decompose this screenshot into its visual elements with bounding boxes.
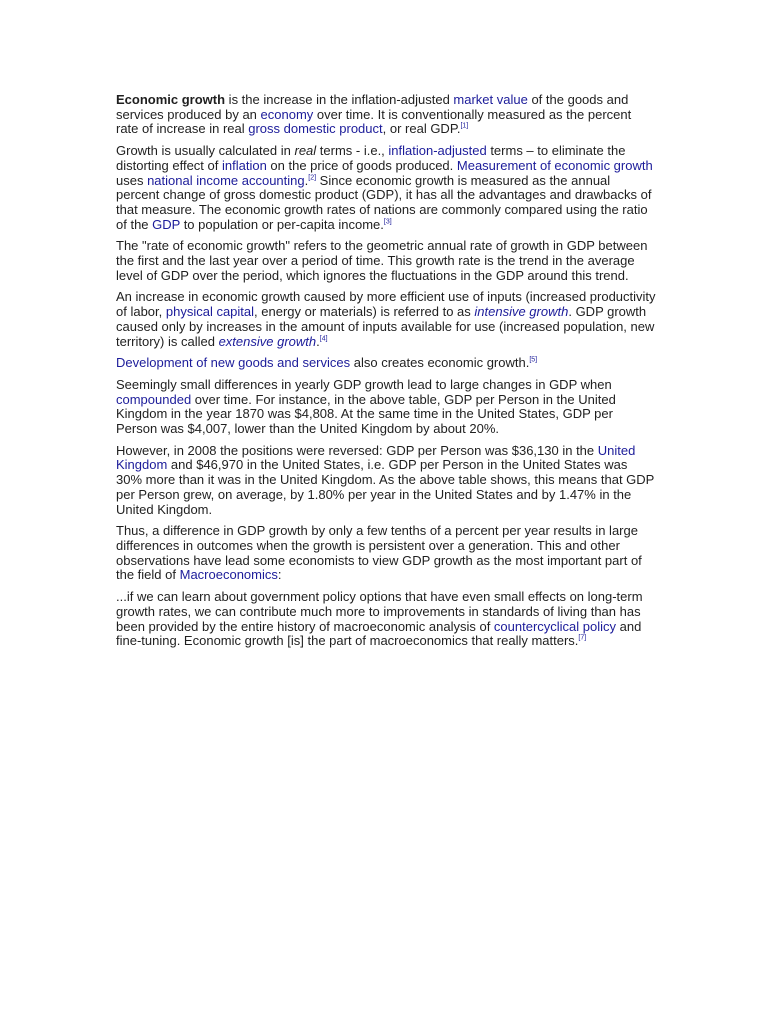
text-run: ...if we can learn about government policy options that have even small effects on long-term growth rates, we can contribute much more to improvements in standards of living than has been provided by the entire history of macroeconomic analysis of bbox=[116, 589, 643, 634]
article-body bbox=[116, 93, 656, 656]
paragraph-quote bbox=[116, 590, 656, 649]
text-run: and fine-tuning. Economic growth [is] the part of macroeconomics that really matters. bbox=[116, 618, 642, 649]
paragraph-intensive-growth bbox=[116, 290, 656, 349]
bold-term: Economic growth bbox=[116, 92, 226, 107]
link[interactable]: inflation bbox=[222, 157, 267, 173]
text-run: over time. For instance, in the above table, GDP per Person in the United Kingdom in the year 1870 was $4,808. At the same time in the United States, GDP per Person was $4,007, lower than the United Kingdom by about 20%. bbox=[116, 391, 616, 437]
text-run: Since economic growth is measured as the annual percent change of gross domestic product (GDP), it has all the advantages and drawbacks of that measure. The economic growth rates of nations are commonly compared using the ratio of the bbox=[116, 172, 652, 232]
text-run: The "rate of economic growth" refers to the geometric annual rate of growth in GDP between the first and the last year over a period of time. This growth rate is the trend in the average level of GDP over the period, which ignores the fluctuations in the GDP around this trend. bbox=[116, 238, 648, 283]
text-run: . bbox=[304, 172, 309, 188]
text-run: of the goods and services produced by an bbox=[116, 92, 629, 122]
link[interactable]: Development of new goods and services bbox=[116, 355, 351, 371]
link[interactable]: physical capital bbox=[165, 304, 255, 320]
text-run: Thus, a difference in GDP growth by only a few tenths of a percent per year results in large differences in outcomes when the growth is persistent over a generation. This and other observations have lead some economists to view GDP growth as the most important part of the field of bbox=[116, 523, 642, 583]
link[interactable]: market value bbox=[453, 92, 528, 107]
paragraph-new-goods bbox=[116, 356, 656, 371]
text-run: and $46,970 in the United States, i.e. GDP per Person in the United States was 30% more than it was in the United Kingdom. As the above table shows, this means that GDP per Person grew, on average, by 1.80% per year in the United States and by 1.47% in the United Kingdom. bbox=[116, 457, 655, 517]
link[interactable]: gross domestic product bbox=[248, 121, 383, 137]
text-run: to population or per-capita income. bbox=[180, 216, 384, 232]
citation-link[interactable]: [7] bbox=[578, 634, 587, 642]
link[interactable]: inflation-adjusted bbox=[388, 143, 487, 159]
text-run: , energy or materials) is referred to as bbox=[254, 304, 475, 320]
text-run: Growth is usually calculated in bbox=[116, 143, 295, 159]
paragraph-generation bbox=[116, 524, 656, 583]
link[interactable]: countercyclical policy bbox=[493, 618, 617, 634]
text-run: However, in 2008 the positions were reversed: GDP per Person was $36,130 in the bbox=[116, 442, 598, 458]
text-run: An increase in economic growth caused by more efficient use of inputs (increased productivity of labor, bbox=[116, 289, 656, 320]
paragraph-rate bbox=[116, 239, 656, 283]
link[interactable]: extensive growth bbox=[218, 333, 317, 349]
text-run: . bbox=[316, 333, 320, 349]
text-run: : bbox=[277, 567, 282, 583]
link[interactable]: national income accounting bbox=[147, 172, 305, 188]
link[interactable]: United Kingdom bbox=[116, 442, 636, 473]
link[interactable]: GDP bbox=[152, 216, 181, 232]
text-run: on the price of goods produced. bbox=[266, 157, 457, 173]
paragraph-definition bbox=[116, 93, 656, 137]
text-run: uses bbox=[116, 172, 148, 188]
link[interactable]: Macroeconomics bbox=[179, 567, 278, 583]
text-run: terms - i.e., bbox=[316, 143, 389, 159]
link[interactable]: intensive growth bbox=[474, 304, 569, 320]
paragraph-compounding bbox=[116, 378, 656, 437]
paragraph-calculation bbox=[116, 144, 656, 232]
paragraph-2008-reversal bbox=[116, 444, 656, 518]
citation-link[interactable]: [5] bbox=[529, 356, 538, 364]
text-run: terms – to eliminate the distorting effect of bbox=[116, 143, 626, 173]
citation-link[interactable]: [3] bbox=[383, 218, 392, 226]
link[interactable]: economy bbox=[260, 106, 314, 122]
text-run: Seemingly small differences in yearly GDP growth lead to large changes in GDP when bbox=[116, 376, 612, 392]
text-run: also creates economic growth. bbox=[350, 355, 530, 371]
citation-link[interactable]: [1] bbox=[460, 123, 469, 131]
italic-term: real bbox=[294, 143, 317, 159]
text-run: , or real GDP. bbox=[382, 121, 461, 137]
citation-link[interactable]: [2] bbox=[308, 174, 317, 182]
text-run: is the increase in the inflation-adjusted bbox=[225, 92, 454, 107]
text-run: . GDP growth caused only by increases in the amount of inputs available for use (increased population, new territory) is called bbox=[116, 304, 655, 349]
link[interactable]: compounded bbox=[116, 391, 192, 407]
text-run: over time. It is conventionally measured as the percent rate of increase in real bbox=[116, 106, 632, 137]
link[interactable]: Measurement of economic growth bbox=[456, 157, 653, 173]
citation-link[interactable]: [4] bbox=[319, 335, 328, 343]
